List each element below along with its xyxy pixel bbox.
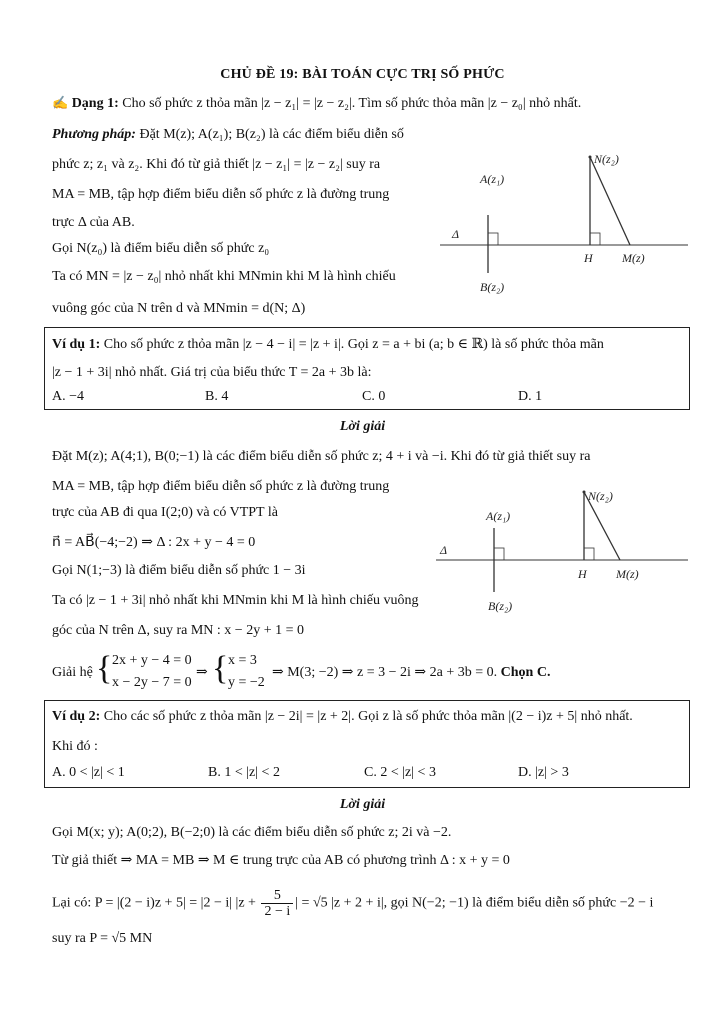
ex2-option-b: B. 1 < |z| < 2: [208, 765, 280, 780]
method-line-4: trực Δ của AB.: [52, 215, 135, 230]
method-line-1: [52, 126, 404, 144]
fraction-numerator: 5: [261, 888, 293, 904]
implies-arrow: ⇒: [196, 665, 208, 680]
method-line-2: phức z; z₁ và z₂. Khi đó từ giả thiết |z − z₁| = |z − z₂| suy ra: [52, 157, 381, 172]
method-label: Phương pháp:: [52, 127, 136, 142]
ex1-line-1: [52, 336, 604, 354]
method-line-5: Gọi N(z₀) là điểm biểu diễn số phức z₀: [52, 241, 270, 256]
ex2-option-d: D. |z| > 3: [518, 765, 569, 780]
label-delta: Δ: [452, 227, 460, 241]
sol2-line-1: Gọi M(x; y); A(0;2), B(−2;0) là các điểm biểu diễn số phức z; 2i và −2.: [52, 825, 452, 840]
ex2-line-1: [52, 708, 633, 726]
dang1-text: Cho số phức z thỏa mãn |z − z₁| = |z − z₂|. Tìm số phức thỏa mãn |z − z₀| nhỏ nhất.: [122, 96, 582, 111]
sol1-sys-tail: [272, 664, 550, 682]
diagram-perpendicular-bisector-2: [436, 484, 690, 616]
sys2-eq-2: y = −2: [228, 675, 265, 690]
page-title: CHỦ ĐỀ 19: BÀI TOÁN CỰC TRỊ SỐ PHỨC: [220, 67, 505, 82]
ex2-option-a: A. 0 < |z| < 1: [52, 765, 125, 780]
sys1-eq-1: 2x + y − 4 = 0: [112, 653, 192, 668]
sol1-line-3: trực của AB đi qua I(2;0) và có VTPT là: [52, 505, 278, 520]
label-n: N(z₂): [594, 152, 619, 166]
right-angle-mark-h-2: [584, 548, 594, 560]
ex1-option-b: B. 4: [205, 389, 229, 404]
brace-left-1: {: [96, 650, 113, 687]
sol1-line-7: góc của N trên Δ, suy ra MN : x − 2y + 1 = 0: [52, 623, 304, 638]
label-m-2: M(z): [616, 567, 639, 581]
ex2-option-c: C. 2 < |z| < 3: [364, 765, 436, 780]
sol2-line-2: Từ giả thiết ⇒ MA = MB ⇒ M ∈ trung trực của AB có phương trình Δ : x + y = 0: [52, 853, 510, 868]
label-n-2: N(z₂): [588, 489, 613, 503]
label-h-2: H: [578, 567, 587, 581]
dang1-line: [52, 94, 581, 113]
solution-2-heading: Lời giải: [339, 797, 386, 812]
fraction-denominator: 2 − i: [264, 904, 291, 919]
right-angle-mark-h: [590, 233, 600, 245]
sol1-line-2: MA = MB, tập hợp điểm biểu diễn số phức z là đường trung: [52, 479, 390, 494]
sol1-line-5: Gọi N(1;−3) là điểm biểu diễn số phức 1 − 3i: [52, 563, 306, 578]
ex1-option-c: C. 0: [362, 389, 386, 404]
sol2-line-4: suy ra P = √5 MN: [52, 931, 153, 946]
ex1-line-2: |z − 1 + 3i| nhỏ nhất. Giá trị của biểu thức T = 2a + 3b là:: [52, 365, 372, 380]
sol1-sys-result: ⇒ M(3; −2) ⇒ z = 3 − 2i ⇒ 2a + 3b = 0.: [272, 665, 498, 680]
diagram-perpendicular-bisector-1: [440, 145, 690, 295]
ex1-option-a: A. −4: [52, 389, 85, 404]
label-b: B(z₂): [480, 280, 505, 294]
label-a: A(z₁): [480, 172, 505, 186]
label-b-2: B(z₂): [488, 599, 513, 613]
sol1-line-1: Đặt M(z); A(4;1), B(0;−1) là các điểm biểu diễn số phức z; 4 + i và −i. Khi đó từ giả thiết suy ra: [52, 449, 591, 464]
right-angle-mark-a: [488, 233, 498, 245]
fraction: [261, 888, 293, 919]
method-line-3: MA = MB, tập hợp điểm biểu diễn số phức z là đường trung: [52, 187, 390, 202]
method-line-6: Ta có MN = |z − z₀| nhỏ nhất khi MNmin khi M là hình chiếu: [52, 269, 396, 284]
label-delta-2: Δ: [440, 543, 448, 557]
label-m: M(z): [622, 251, 645, 265]
solution-1-heading: Lời giải: [339, 419, 386, 434]
sys2-eq-1: x = 3: [228, 653, 257, 668]
sol2-text-3a: Lại có: P = |(2 − i)z + 5| = |2 − i| |z +: [52, 895, 260, 911]
label-h: H: [584, 251, 593, 265]
right-angle-mark-a-2: [494, 548, 504, 560]
ex1-option-d: D. 1: [518, 389, 543, 404]
method-text-1: Đặt M(z); A(z₁); B(z₂) là các điểm biểu diễn số: [139, 127, 404, 142]
hand-pen-icon: ✍: [52, 95, 69, 110]
sol1-sys-label: Giải hệ: [52, 665, 93, 680]
ex1-label: Ví dụ 1:: [52, 337, 101, 352]
point-n: [589, 156, 592, 159]
sol1-line-6: Ta có |z − 1 + 3i| nhỏ nhất khi MNmin khi M là hình chiếu vuông: [52, 593, 419, 608]
sol1-line-4: n⃗ = AB⃗(−4;−2) ⇒ Δ : 2x + y − 4 = 0: [52, 535, 256, 550]
segment-nm: [590, 157, 630, 245]
ex2-label: Ví dụ 2:: [52, 709, 101, 724]
ex2-text-1: Cho các số phức z thỏa mãn |z − 2i| = |z + 2|. Gọi z là số phức thỏa mãn |(2 − i)z + 5| nhỏ nhất.: [103, 709, 633, 724]
sys1-eq-2: x − 2y − 7 = 0: [112, 675, 192, 690]
sol2-line-3: [52, 888, 653, 919]
ex1-text-1: Cho số phức z thỏa mãn |z − 4 − i| = |z + i|. Gọi z = a + bi (a; b ∈ ℝ) là số phức thỏa mãn: [103, 337, 604, 352]
sol1-choice: Chọn C.: [500, 665, 551, 680]
method-line-7: vuông góc của N trên d và MNmin = d(N; Δ): [52, 301, 306, 316]
brace-left-2: {: [212, 650, 229, 687]
ex2-line-2: Khi đó :: [52, 739, 98, 754]
point-n-2: [583, 491, 586, 494]
label-a-2: A(z₁): [486, 509, 511, 523]
dang1-label: Dạng 1:: [71, 96, 119, 111]
sol2-text-3b: | = √5 |z + 2 + i|, gọi N(−2; −1) là điểm biểu diễn số phức −2 − i: [295, 895, 654, 911]
